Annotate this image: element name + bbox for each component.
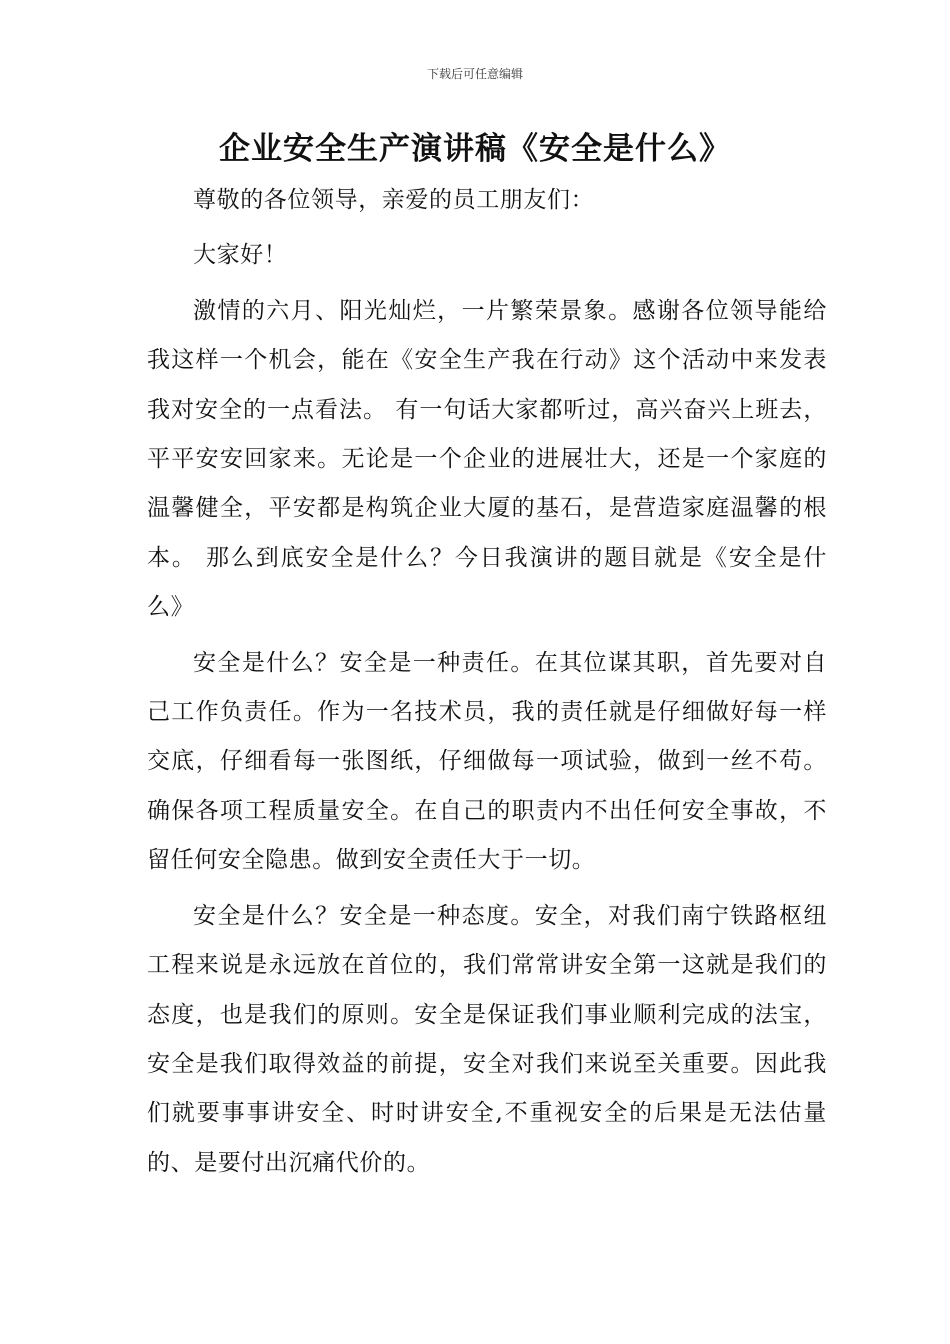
document-body xyxy=(147,176,827,1188)
greeting-line: 尊敬的各位领导，亲爱的员工朋友们： xyxy=(193,187,595,213)
paragraph-3: 安全是什么？安全是一种态度。安全，对我们南宁铁路枢纽工程来说是永远放在首位的，我们常常讲安全第一这就是我们的态度，也是我们的原则。安全是保证我们事业顺利完成的法宝，安全是我们取得效益的前提，安全对我们来说至关重要。因此我们就要事事讲安全、时时讲安全,不重视安全的后果是无法估量的、是要付出沉痛代价的。 xyxy=(147,902,827,1176)
page-header-note: 下载后可任意编辑 xyxy=(426,67,523,81)
document-title: 企业安全生产演讲稿《安全是什么》 xyxy=(219,131,731,167)
paragraph-2: 安全是什么？安全是一种责任。在其位谋其职，首先要对自己工作负责任。作为一名技术员，我的责任就是仔细做好每一样交底，仔细看每一张图纸，仔细做每一项试验，做到一丝不苟。确保各项工程质量安全。在自己的职责内不出任何安全事故，不留任何安全隐患。做到安全责任大于一切。 xyxy=(147,649,827,874)
hello-line: 大家好！ xyxy=(193,242,288,269)
paragraph-1: 激情的六月、阳光灿烂，一片繁荣景象。感谢各位领导能给我这样一个机会，能在《安全生产我在行动》这个活动中来发表我对安全的一点看法。 有一句话大家都听过，高兴奋兴上班去，平平安安回家来。无论是一个企业的进展壮大，还是一个家庭的温馨健全，平安都是构筑企业大厦的基石，是营造家庭温馨的根本。 那么到底安全是什么？今日我演讲的题目就是《安全是什么》 xyxy=(147,297,827,621)
